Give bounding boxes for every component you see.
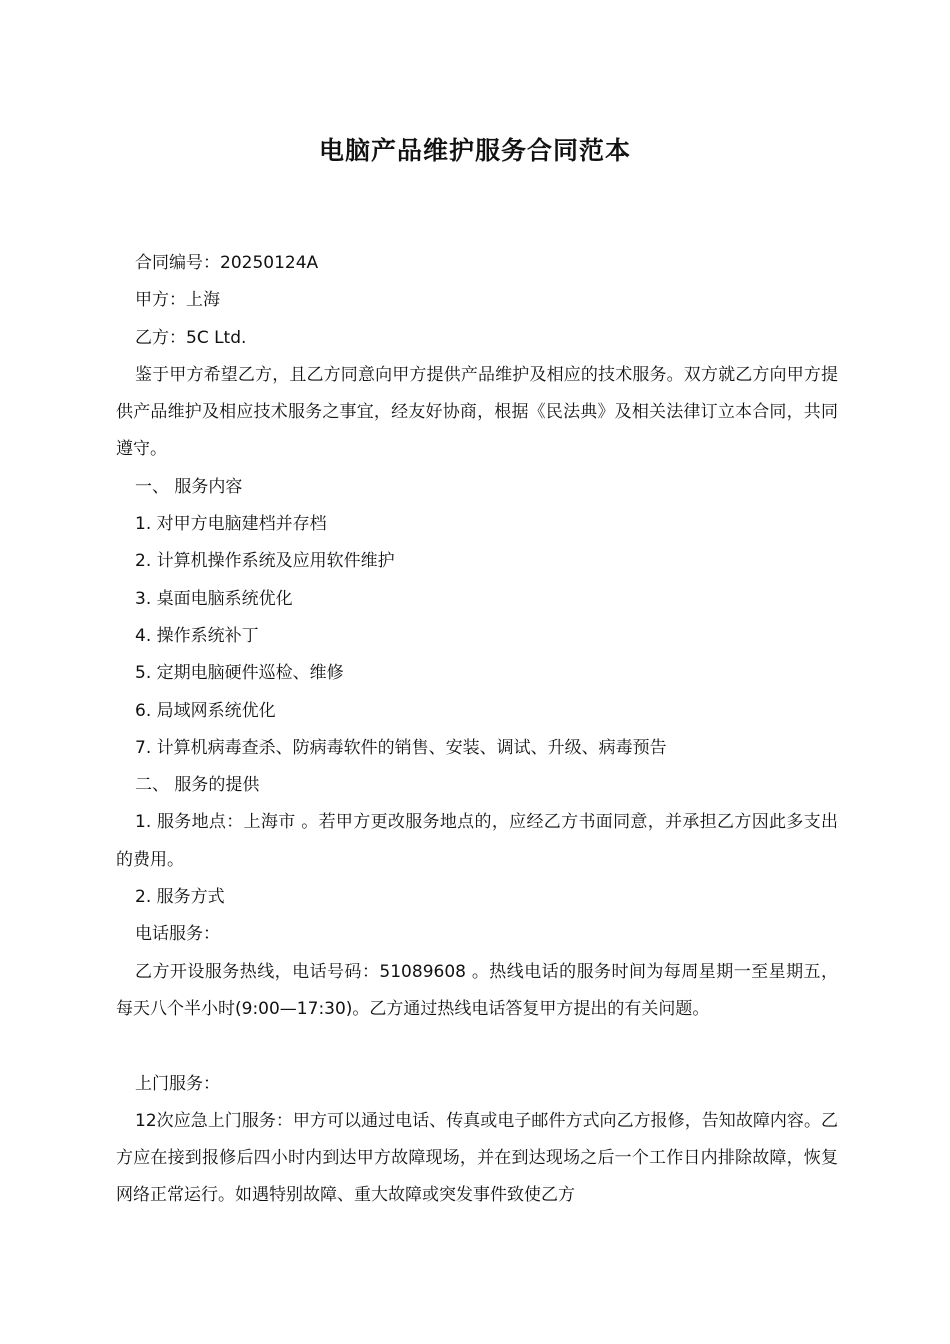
- onsite-service-label: 上门服务：: [135, 1073, 220, 1094]
- document-title: 电脑产品维护服务合同范本: [318, 136, 631, 165]
- preamble-paragraph: 鉴于甲方希望乙方，且乙方同意向甲方提供产品维护及相应的技术服务。双方就乙方向甲方提供产品维护及相应技术服务之事宜，经友好协商，根据《民法典》及相关法律订立本合同，共同遵守。: [116, 364, 838, 460]
- document-body: [116, 245, 838, 1215]
- section-heading-service-content: 一、 服务内容: [135, 476, 243, 497]
- list-item: 2. 计算机操作系统及应用软件维护: [135, 551, 395, 572]
- service-location-paragraph: 1. 服务地点：上海市 。若甲方更改服务地点的，应经乙方书面同意，并承担乙方因此多支出的费用。: [116, 812, 838, 870]
- onsite-service-paragraph: 12次应急上门服务：甲方可以通过电话、传真或电子邮件方式向乙方报修，告知故障内容。乙方应在接到报修后四小时内到达甲方故障现场，并在到达现场之后一个工作日内排除故障，恢复网络正常运行。如遇特别故障、重大故障或突发事件致使乙方: [116, 1110, 838, 1206]
- phone-service-label: 电话服务：: [135, 924, 220, 945]
- phone-service-paragraph: 乙方开设服务热线，电话号码：51089608 。热线电话的服务时间为每周星期一至星期五，每天八个半小时(9:00—17:30)。乙方通过热线电话答复甲方提出的有关问题。: [116, 961, 838, 1019]
- party-a: 甲方：上海: [135, 290, 220, 311]
- contract-number: 合同编号：20250124A: [135, 253, 319, 273]
- service-method-heading: 2. 服务方式: [135, 887, 225, 908]
- list-item: 1. 对甲方电脑建档并存档: [135, 514, 327, 535]
- list-item: 7. 计算机病毒查杀、防病毒软件的销售、安装、调试、升级、病毒预告: [135, 737, 667, 758]
- section-heading-service-provision: 二、 服务的提供: [135, 775, 260, 796]
- list-item: 6. 局域网系统优化: [135, 700, 276, 721]
- blank-line: [116, 1028, 838, 1065]
- list-item: 3. 桌面电脑系统优化: [135, 588, 293, 609]
- list-item: 4. 操作系统补丁: [135, 625, 259, 646]
- party-b: 乙方：5C Ltd.: [135, 327, 247, 348]
- list-item: 5. 定期电脑硬件巡检、维修: [135, 663, 344, 684]
